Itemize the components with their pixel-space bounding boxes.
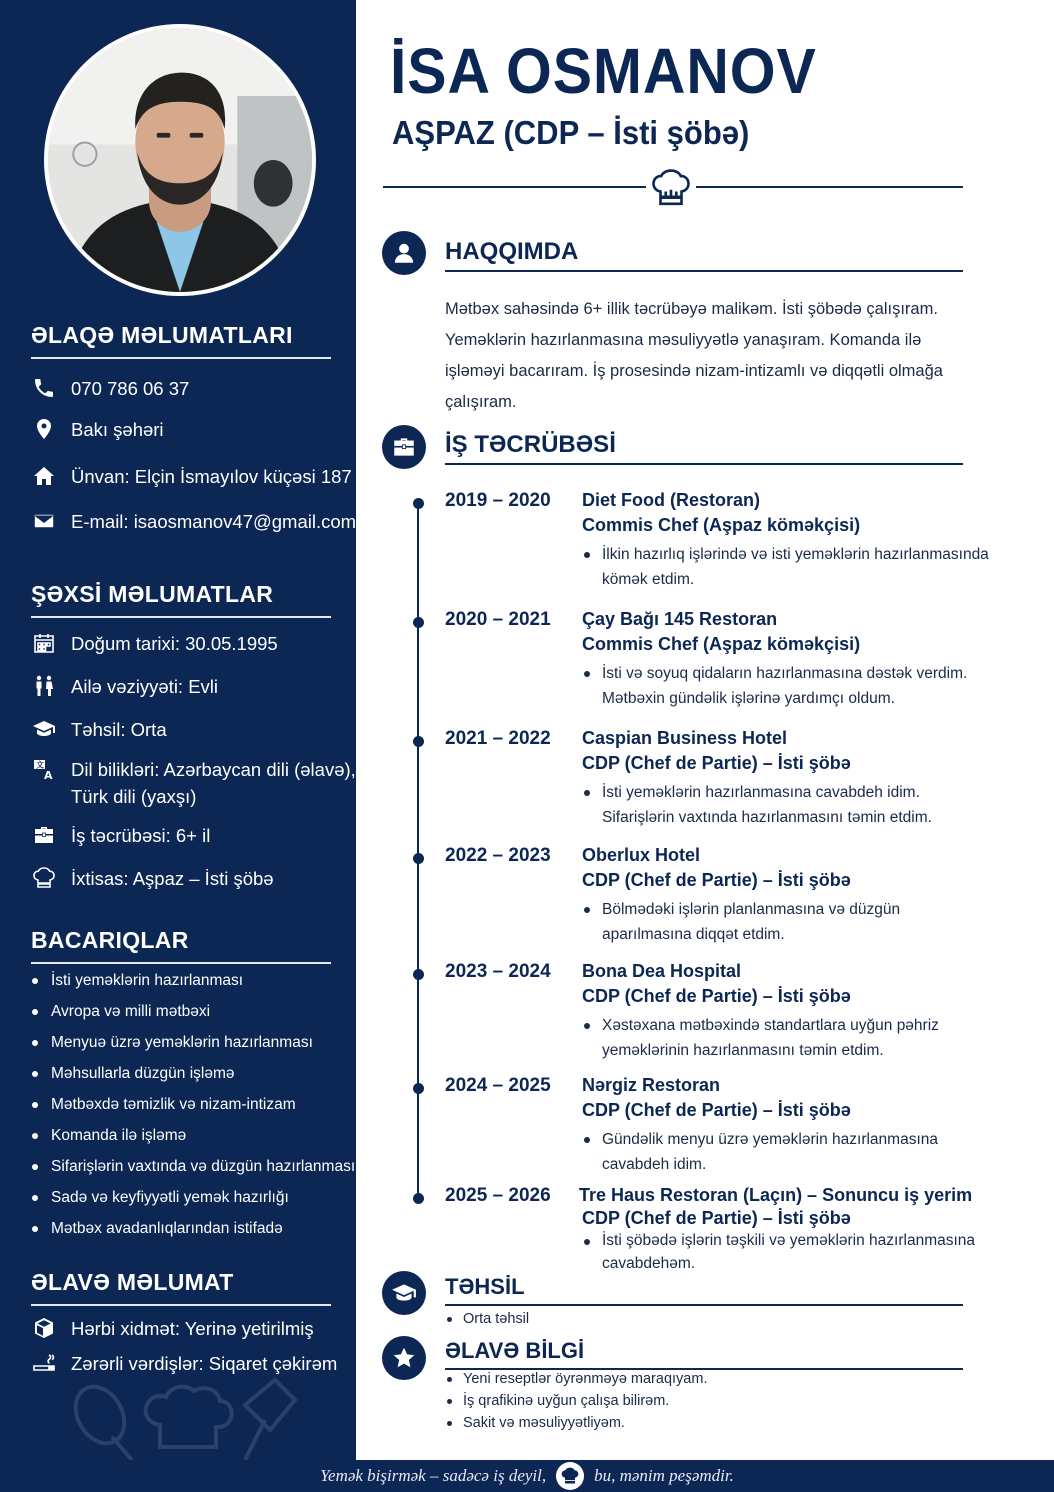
personal-education [31,716,351,743]
about-heading: HAQQIMDA [445,238,963,272]
couple-icon [31,673,57,699]
contact-phone [31,375,351,402]
education-heading: TƏHSİL [445,1274,963,1306]
job-description: İsti yeməklərin hazırlanmasına cavabdeh idim. Sifarişlərin vaxtında hazırlanmasını təmin etdim. [602,780,992,830]
footer-banner [0,1460,1054,1492]
specialty-value: İxtisas: Aşpaz – İsti şöbə [71,868,274,889]
job-company: Nərgiz Restoran [582,1075,721,1095]
profile-photo [44,24,316,296]
personal-languages [31,756,356,810]
job-position: CDP (Chef de Partie) – İsti şöbə [582,986,851,1006]
marital-value: Ailə vəziyyəti: Evli [71,676,219,697]
job-company: Bona Dea Hospital [582,961,742,981]
job-description: İsti şöbədə işlərin təşkili və yeməklərin hazırlanmasına cavabdehəm. [602,1229,992,1275]
location-pin-icon [31,416,57,442]
contact-address [31,463,351,490]
additional-item: Sakit və məsuliyyətliyəm. [445,1412,707,1434]
job-company: Çay Bağı 145 Restoran [582,609,778,629]
timeline-dot [413,1193,424,1204]
habits-value: Zərərli vərdişlər: Siqaret çəkirəm [71,1353,338,1374]
skill-item: Sadə və keyfiyyətli yemək hazırlığı [31,1185,351,1216]
experience-heading: İŞ TƏCRÜBƏSİ [445,431,963,465]
job-company: Tre Haus Restoran (Laçın) – Sonuncu iş yerim [579,1185,973,1205]
job-position: CDP (Chef de Partie) – İsti şöbə [582,1100,851,1120]
chef-hat-icon [31,865,57,891]
calendar-icon [31,630,57,656]
extra-military [31,1315,351,1342]
graduation-cap-icon [31,716,57,742]
sidebar [0,0,356,1460]
phone-icon [31,375,57,401]
job-years: 2019 – 2020 [445,490,551,511]
footer-quote-left: Yemək bişirmək – sadəcə iş deyil, [320,1466,547,1485]
job-description: Bölmədəki işlərin planlanmasına və düzgün aparılmasına diqqət etdim. [602,897,992,947]
timeline-dot [413,498,424,509]
job-position: CDP (Chef de Partie) – İsti şöbə [582,753,851,773]
kitchen-watermark-icon [60,1375,300,1460]
languages-line-1: Dil bilikləri: Azərbaycan dili (əlavə), [71,759,356,780]
job-company: Caspian Business Hotel [582,728,788,748]
skill-item: Məhsullarla düzgün işləmə [31,1061,351,1092]
cigarette-icon [31,1350,57,1376]
education-item: Orta təhsil [445,1308,529,1330]
briefcase-icon [382,425,426,469]
chef-hat-icon [556,1462,584,1490]
personal-marital [31,673,351,700]
job-description: Xəstəxana mətbəxində standartlara uyğun pəhriz yeməklərinin hazırlanmasını təmin etdim. [602,1013,992,1063]
skill-item: Menyuə üzrə yeməklərin hazırlanması [31,1030,351,1061]
job-company: Oberlux Hotel [582,845,701,865]
personal-specialty [31,865,351,892]
job-years: 2025 – 2026 [445,1185,551,1206]
job-years: 2023 – 2024 [445,961,551,982]
timeline-dot [413,969,424,980]
contact-email [31,508,357,535]
job-company: Diet Food (Restoran) [582,490,760,510]
chef-hat-icon [646,166,696,210]
extra-habits [31,1350,351,1377]
envelope-icon [31,508,57,534]
skill-item: Sifarişlərin vaxtında və düzgün hazırlanması [31,1154,351,1185]
contact-heading: ƏLAQƏ MƏLUMATLARI [31,322,331,359]
contact-city [31,416,351,443]
address-value: Ünvan: Elçin İsmayılov küçəsi 187 [71,466,352,487]
personal-birth [31,630,351,657]
translate-icon [31,756,57,782]
job-description: İsti və soyuq qidaların hazırlanmasına dəstək verdim. Mətbəxin gündəlik işlərinə yardımçı oldum. [602,661,992,711]
skill-item: Avropa və milli mətbəxi [31,999,351,1030]
candidate-role: AŞPAZ (CDP – İsti şöbə) [392,114,750,151]
experience-value: İş təcrübəsi: 6+ il [71,825,211,846]
skills-list [31,968,356,1247]
box-icon [31,1315,57,1341]
svg-text:A: A [44,769,53,781]
job-description: İlkin hazırlıq işlərində və isti yeməklərin hazırlanmasında kömək etdim. [602,542,992,592]
skill-item: Mətbəx avadanlıqlarından istifadə [31,1216,351,1247]
home-icon [31,463,57,489]
timeline-dot [413,736,424,747]
footer-quote-right: bu, mənim peşəmdir. [594,1466,734,1485]
about-text: Mətbəx sahəsində 6+ illik təcrübəyə malikəm. İsti şöbədə çalışıram. Yeməklərin hazırlanmasına məsuliyyətlə yanaşıram. Komanda ilə işləməyi bacarıram. İş prosesində nizam-intizamlı və diqqətli olmağa çalışıram. [445,300,943,411]
additional-list [445,1368,707,1434]
phone-value[interactable]: 070 786 06 37 [71,378,190,399]
extra-info-heading: ƏLAVƏ MƏLUMAT [31,1269,331,1306]
star-icon [382,1336,426,1380]
job-years: 2020 – 2021 [445,609,551,630]
additional-item: İş qrafikinə uyğun çalışa bilirəm. [445,1390,707,1412]
additional-heading: ƏLAVƏ BİLGİ [445,1338,963,1370]
skill-item: Komanda ilə işləmə [31,1123,351,1154]
job-position: Commis Chef (Aşpaz köməkçisi) [582,634,861,654]
skill-item: Mətbəxdə təmizlik və nizam-intizam [31,1092,351,1123]
languages-value [71,756,356,810]
job-years: 2022 – 2023 [445,845,551,866]
email-value[interactable]: E-mail: isaosmanov47@gmail.com [71,511,357,532]
job-position: Commis Chef (Aşpaz köməkçisi) [582,515,861,535]
graduation-cap-icon [382,1271,426,1315]
personal-heading: ŞƏXSİ MƏLUMATLAR [31,581,331,618]
svg-text:文: 文 [36,760,44,770]
job-years: 2024 – 2025 [445,1075,551,1096]
job-position: CDP (Chef de Partie) – İsti şöbə [582,870,851,890]
skills-heading: BACARIQLAR [31,927,331,964]
timeline-dot [413,853,424,864]
portrait-illustration [48,28,312,292]
timeline-dot [413,617,424,628]
birth-value: Doğum tarixi: 30.05.1995 [71,633,278,654]
skill-item: İsti yeməklərin hazırlanması [31,968,351,999]
city-value: Bakı şəhəri [71,419,164,440]
timeline-dot [413,1083,424,1094]
education-list [445,1308,529,1330]
candidate-name: İSA OSMANOV [390,35,817,107]
personal-experience [31,822,351,849]
briefcase-icon [31,822,57,848]
job-description: Gündəlik menyu üzrə yeməklərin hazırlanmasına cavabdeh idim. [602,1127,992,1177]
military-value: Hərbi xidmət: Yerinə yetirilmiş [71,1318,314,1339]
user-icon [382,231,426,275]
job-years: 2021 – 2022 [445,728,551,749]
languages-line-2: Türk dili (yaxşı) [71,786,197,807]
education-value: Təhsil: Orta [71,719,167,740]
job-position: CDP (Chef de Partie) – İsti şöbə [582,1208,851,1228]
additional-item: Yeni reseptlər öyrənməyə maraqıyam. [445,1368,707,1390]
